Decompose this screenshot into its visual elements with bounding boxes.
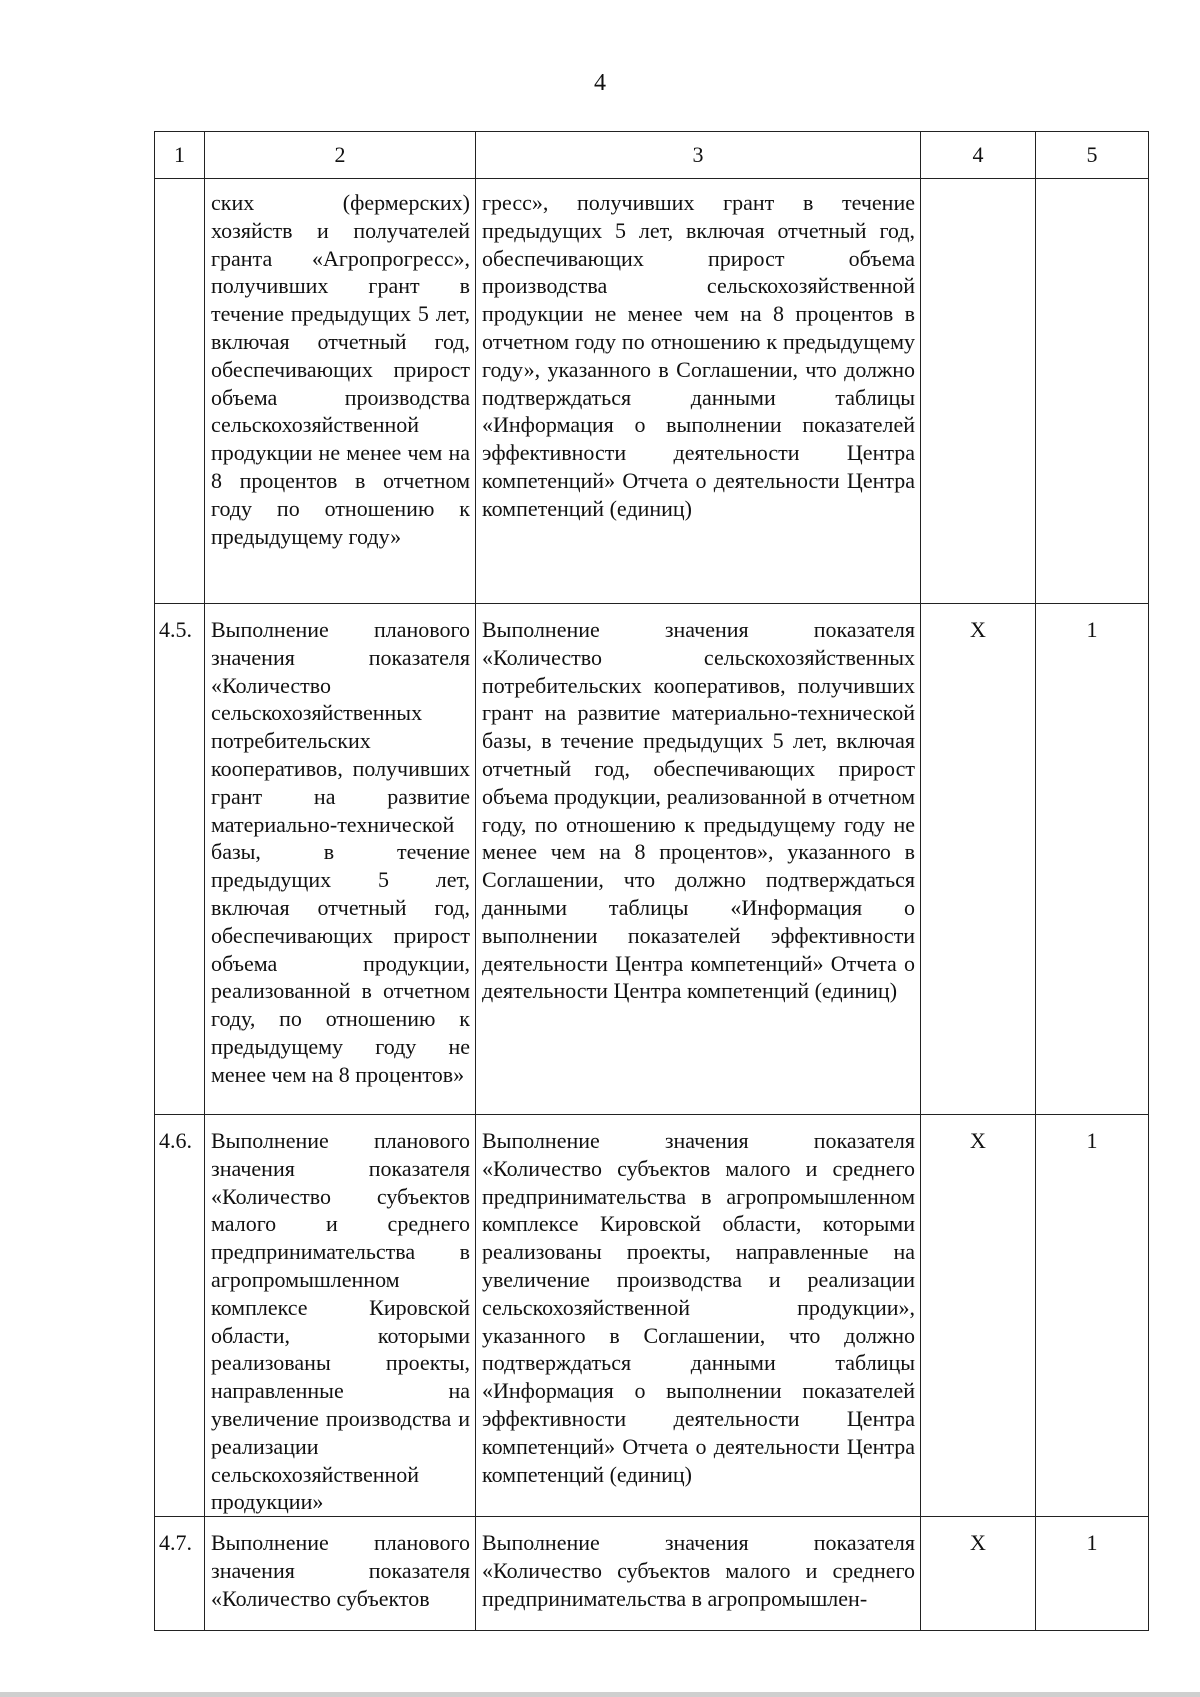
column-4-value [921, 179, 1036, 604]
indicator-description: гресс», получивших грант в течение предыдущих 5 лет, включая отчетный год, обеспечивающих прирост объема производства сельскохозяйственной продукции не менее чем на 8 процентов в отчетном году по отношению к предыдущему году», указанного в Соглашении, что должно подтверждаться данными таблицы «Информация о выполнении показателей эффективности деятельности Центра компетенций» Отчета о деятельности Центра компетенций (единиц) [476, 179, 921, 604]
indicator-name: Выполнение планового значения показателя «Количество сельскохозяйственных потребительских кооперативов, получивших грант на развитие материально-технической базы, в течение предыдущих 5 лет, включая отчетный год, обеспечивающих прирост объема продукции, реализованной в отчетном году, по отношению к предыдущему году не менее чем на 8 процентов» [205, 604, 476, 1115]
column-header: 5 [1036, 132, 1149, 179]
table-row [155, 179, 1149, 604]
row-number [155, 179, 205, 604]
indicator-description: Выполнение значения показателя «Количество субъектов малого и среднего предпринимательства в агропромышленном комплексе Кировской области, которыми реализованы проекты, направленные на увеличение производства и реализации сельскохозяйственной продукции», указанного в Соглашении, что должно подтверждаться данными таблицы «Информация о выполнении показателей эффективности деятельности Центра компетенций» Отчета о деятельности Центра компетенций (единиц) [476, 1115, 921, 1517]
row-number: 4.5. [155, 604, 205, 1115]
indicator-name: Выполнение планового значения показателя «Количество субъектов [205, 1517, 476, 1631]
column-5-value: 1 [1036, 1115, 1149, 1517]
column-4-value: X [921, 1517, 1036, 1631]
column-5-value: 1 [1036, 604, 1149, 1115]
table-row [155, 1115, 1149, 1517]
indicators-table [154, 131, 1149, 1631]
indicator-description: Выполнение значения показателя «Количество субъектов малого и среднего предпринимательства в агропромышлен- [476, 1517, 921, 1631]
column-5-value: 1 [1036, 1517, 1149, 1631]
indicator-name: ских (фермерских) хозяйств и получателей гранта «Агропрогресс», получивших грант в течение предыдущих 5 лет, включая отчетный год, обеспечивающих прирост объема производства сельскохозяйственной продукции не менее чем на 8 процентов в отчетном году по отношению к предыдущему году» [205, 179, 476, 604]
column-4-value: X [921, 1115, 1036, 1517]
table-header-row [155, 132, 1149, 179]
column-header: 3 [476, 132, 921, 179]
column-header: 4 [921, 132, 1036, 179]
column-4-value: X [921, 604, 1036, 1115]
table-row [155, 604, 1149, 1115]
row-number: 4.6. [155, 1115, 205, 1517]
table-row [155, 1517, 1149, 1631]
row-number: 4.7. [155, 1517, 205, 1631]
indicator-name: Выполнение планового значения показателя «Количество субъектов малого и среднего предпринимательства в агропромышленном комплексе Кировской области, которыми реализованы проекты, направленные на увеличение производства и реализации сельскохозяйственной продукции» [205, 1115, 476, 1517]
scan-edge-divider [0, 1692, 1200, 1697]
column-5-value [1036, 179, 1149, 604]
page-number: 4 [594, 70, 606, 96]
indicator-description: Выполнение значения показателя «Количество сельскохозяйственных потребительских кооперативов, получивших грант на развитие материально-технической базы, в течение предыдущих 5 лет, включая отчетный год, обеспечивающих прирост объема продукции, реализованной в отчетном году, по отношению к предыдущему году не менее чем на 8 процентов», указанного в Соглашении, что должно подтверждаться данными таблицы «Информация о выполнении показателей эффективности деятельности Центра компетенций» Отчета о деятельности Центра компетенций (единиц) [476, 604, 921, 1115]
column-header: 1 [155, 132, 205, 179]
column-header: 2 [205, 132, 476, 179]
